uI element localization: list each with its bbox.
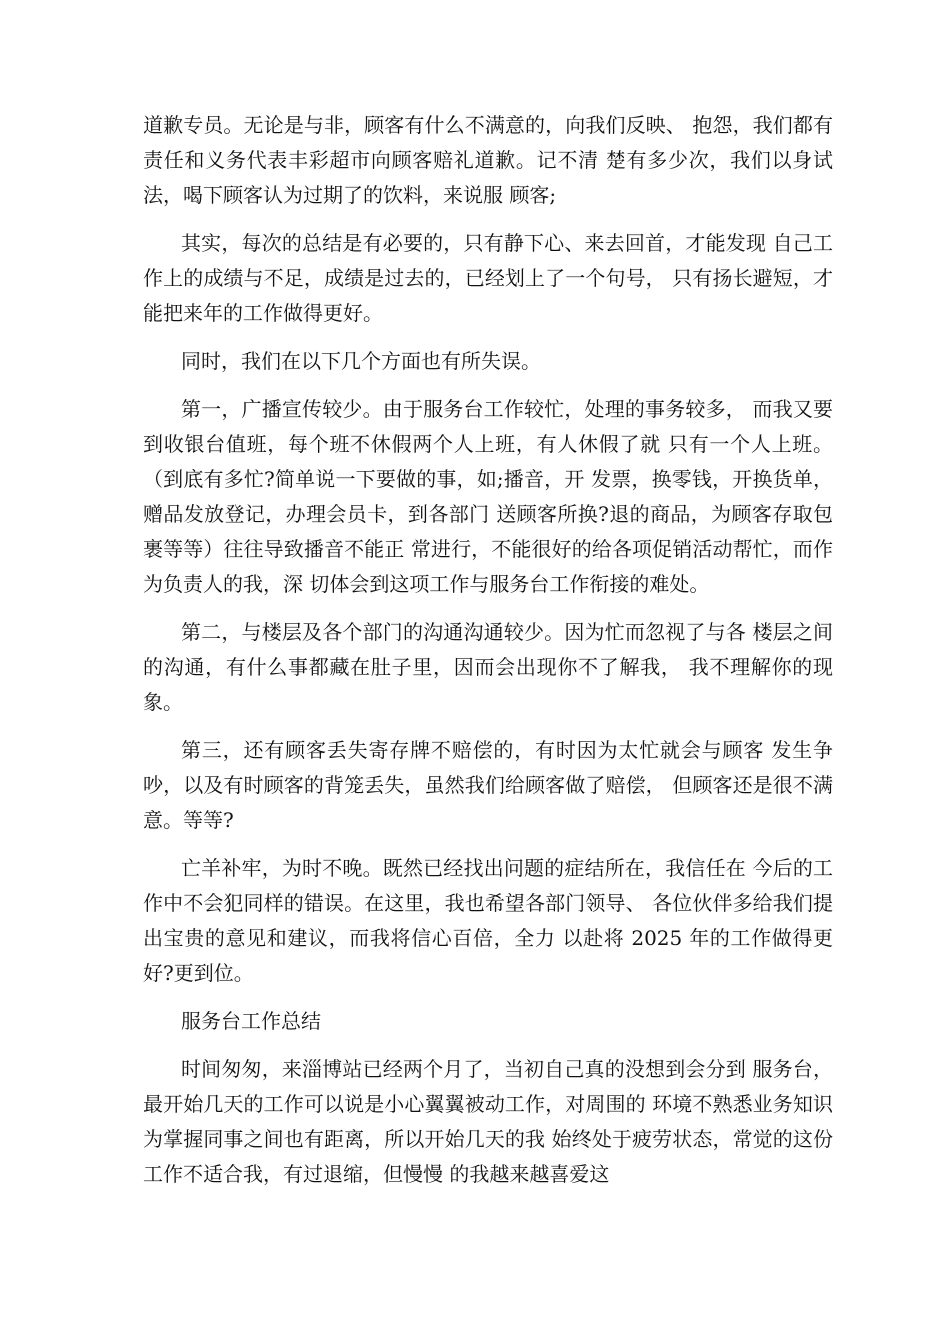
paragraph-shortcoming-communication: 第二，与楼层及各个部门的沟通沟通较少。因为忙而忽视了与各 楼层之间的沟通，有什么事都藏在肚子里，因而会出现你不了解我， 我不理解你的现象。 bbox=[143, 620, 833, 714]
section-heading: 服务台工作总结 bbox=[181, 1009, 321, 1033]
paragraph-shortcoming-broadcast: 第一，广播宣传较少。由于服务台工作较忙，处理的事务较多， 而我又要到收银台值班，每个班不休假两个人上班，有人休假了就 只有一个人上班。（到底有多忙?简单说一下要做的事，如;播音，开 发票，换零钱，开换货单，赠品发放登记，办理会员卡，到各部门 送顾客所换?退的商品，为顾客存取包裹等等）往往导致播音不能正 常进行，不能很好的给各项促销活动帮忙，而作为负责人的我，深 切体会到这项工作与服务台工作衔接的难处。 bbox=[143, 397, 833, 596]
paragraph-improvement-plan: 亡羊补牢，为时不晚。既然已经找出问题的症结所在，我信任在 今后的工作中不会犯同样的错误。在这里，我也希望各部门领导、 各位伙伴多给我们提出宝贵的意见和建议，而我将信心百倍，全力 以赴将 2025 年的工作做得更好?更到位。 bbox=[143, 856, 833, 985]
paragraph-shortcomings-intro: 同时，我们在以下几个方面也有所失误。 bbox=[181, 349, 541, 373]
paragraph-apology-duty: 道歉专员。无论是与非，顾客有什么不满意的，向我们反映、 抱怨，我们都有责任和义务代表丰彩超市向顾客赔礼道歉。记不清 楚有多少次，我们以身试法，喝下顾客认为过期了的饮料，来说服 顾客; bbox=[143, 113, 833, 207]
document-page bbox=[143, 108, 833, 1192]
paragraph-new-summary-opening: 时间匆匆，来淄博站已经两个月了，当初自己真的没想到会分到 服务台，最开始几天的工作可以说是小心翼翼被动工作，对周围的 环境不熟悉业务知识为掌握同事之间也有距离，所以开始几天的我 始终处于疲劳状态，常觉的这份工作不适合我，有过退缩，但慢慢 的我越来越喜爱这 bbox=[143, 1057, 833, 1186]
paragraph-shortcoming-customer-loss: 第三，还有顾客丢失寄存牌不赔偿的，有时因为太忙就会与顾客 发生争吵，以及有时顾客的背笼丢失，虽然我们给顾客做了赔偿， 但顾客还是很不满意。等等? bbox=[143, 738, 833, 832]
paragraph-summary-importance: 其实，每次的总结是有必要的，只有静下心、来去回首，才能发现 自己工作上的成绩与不足，成绩是过去的，已经划上了一个句号， 只有扬长避短，才能把来年的工作做得更好。 bbox=[143, 231, 833, 325]
